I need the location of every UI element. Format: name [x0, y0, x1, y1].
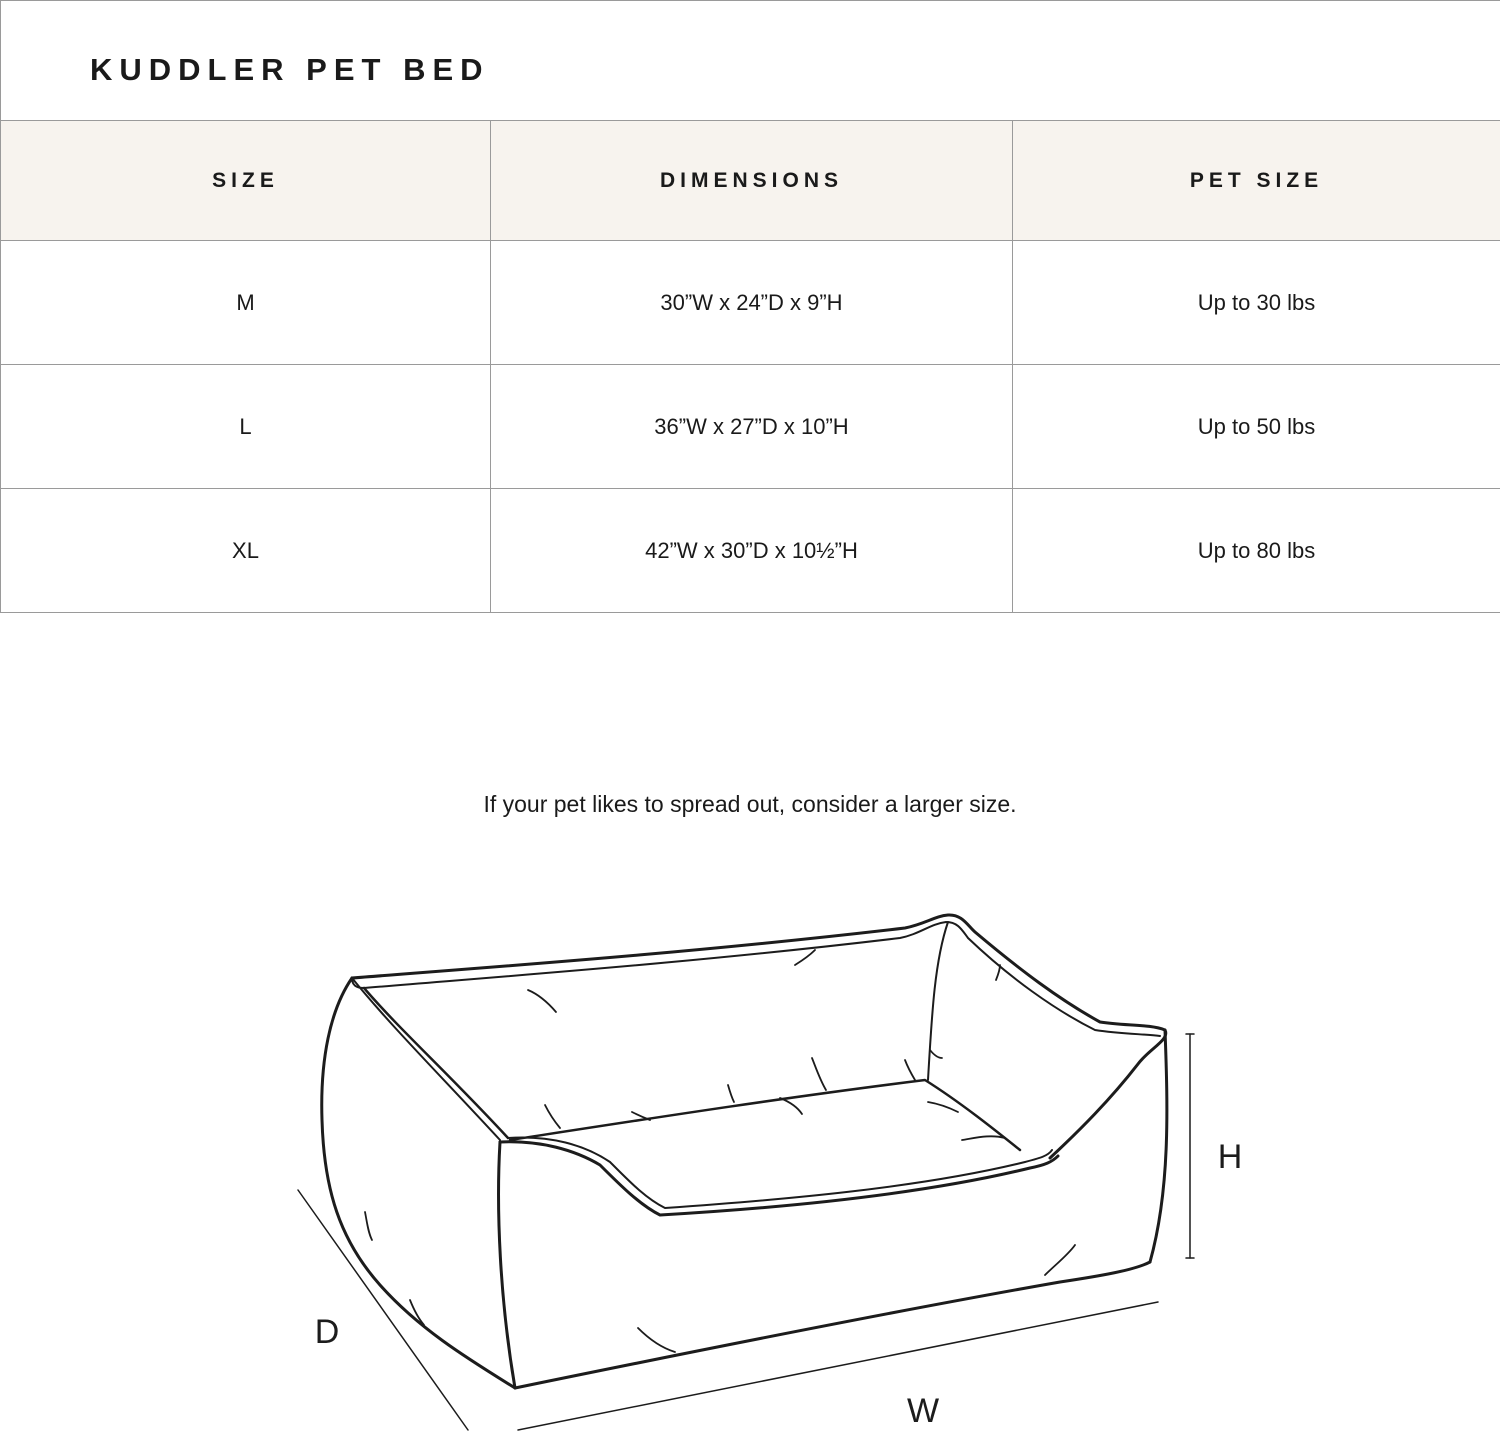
table-row: [1, 241, 1500, 365]
cell-pet-size: Up to 50 lbs: [1013, 365, 1500, 489]
height-label: H: [1217, 1138, 1243, 1176]
header-size: SIZE: [1, 121, 491, 241]
cell-size: L: [1, 365, 491, 489]
table-row: [1, 365, 1500, 489]
pet-bed-diagram: [0, 880, 1500, 1435]
table-header-row: [1, 121, 1500, 241]
table-row: [1, 489, 1500, 613]
cell-pet-size: Up to 30 lbs: [1013, 241, 1500, 365]
page-title: KUDDLER PET BED: [90, 52, 490, 87]
cell-size: XL: [1, 489, 491, 613]
width-dimension-line: [518, 1302, 1158, 1430]
depth-label: D: [314, 1313, 340, 1351]
cell-dimensions: 36”W x 27”D x 10”H: [491, 365, 1013, 489]
cell-size: M: [1, 241, 491, 365]
dimension-indicators: [298, 1034, 1242, 1430]
cell-pet-size: Up to 80 lbs: [1013, 489, 1500, 613]
header-dimensions: DIMENSIONS: [491, 121, 1013, 241]
size-chart-table: [0, 120, 1500, 613]
cell-dimensions: 42”W x 30”D x 10½”H: [491, 489, 1013, 613]
sizing-tip: If your pet likes to spread out, consider a larger size.: [483, 791, 1017, 817]
cell-dimensions: 30”W x 24”D x 9”H: [491, 241, 1013, 365]
depth-dimension-line: [298, 1190, 468, 1430]
pet-bed-illustration: [322, 915, 1167, 1388]
header-pet-size: PET SIZE: [1013, 121, 1500, 241]
width-label: W: [906, 1392, 940, 1430]
